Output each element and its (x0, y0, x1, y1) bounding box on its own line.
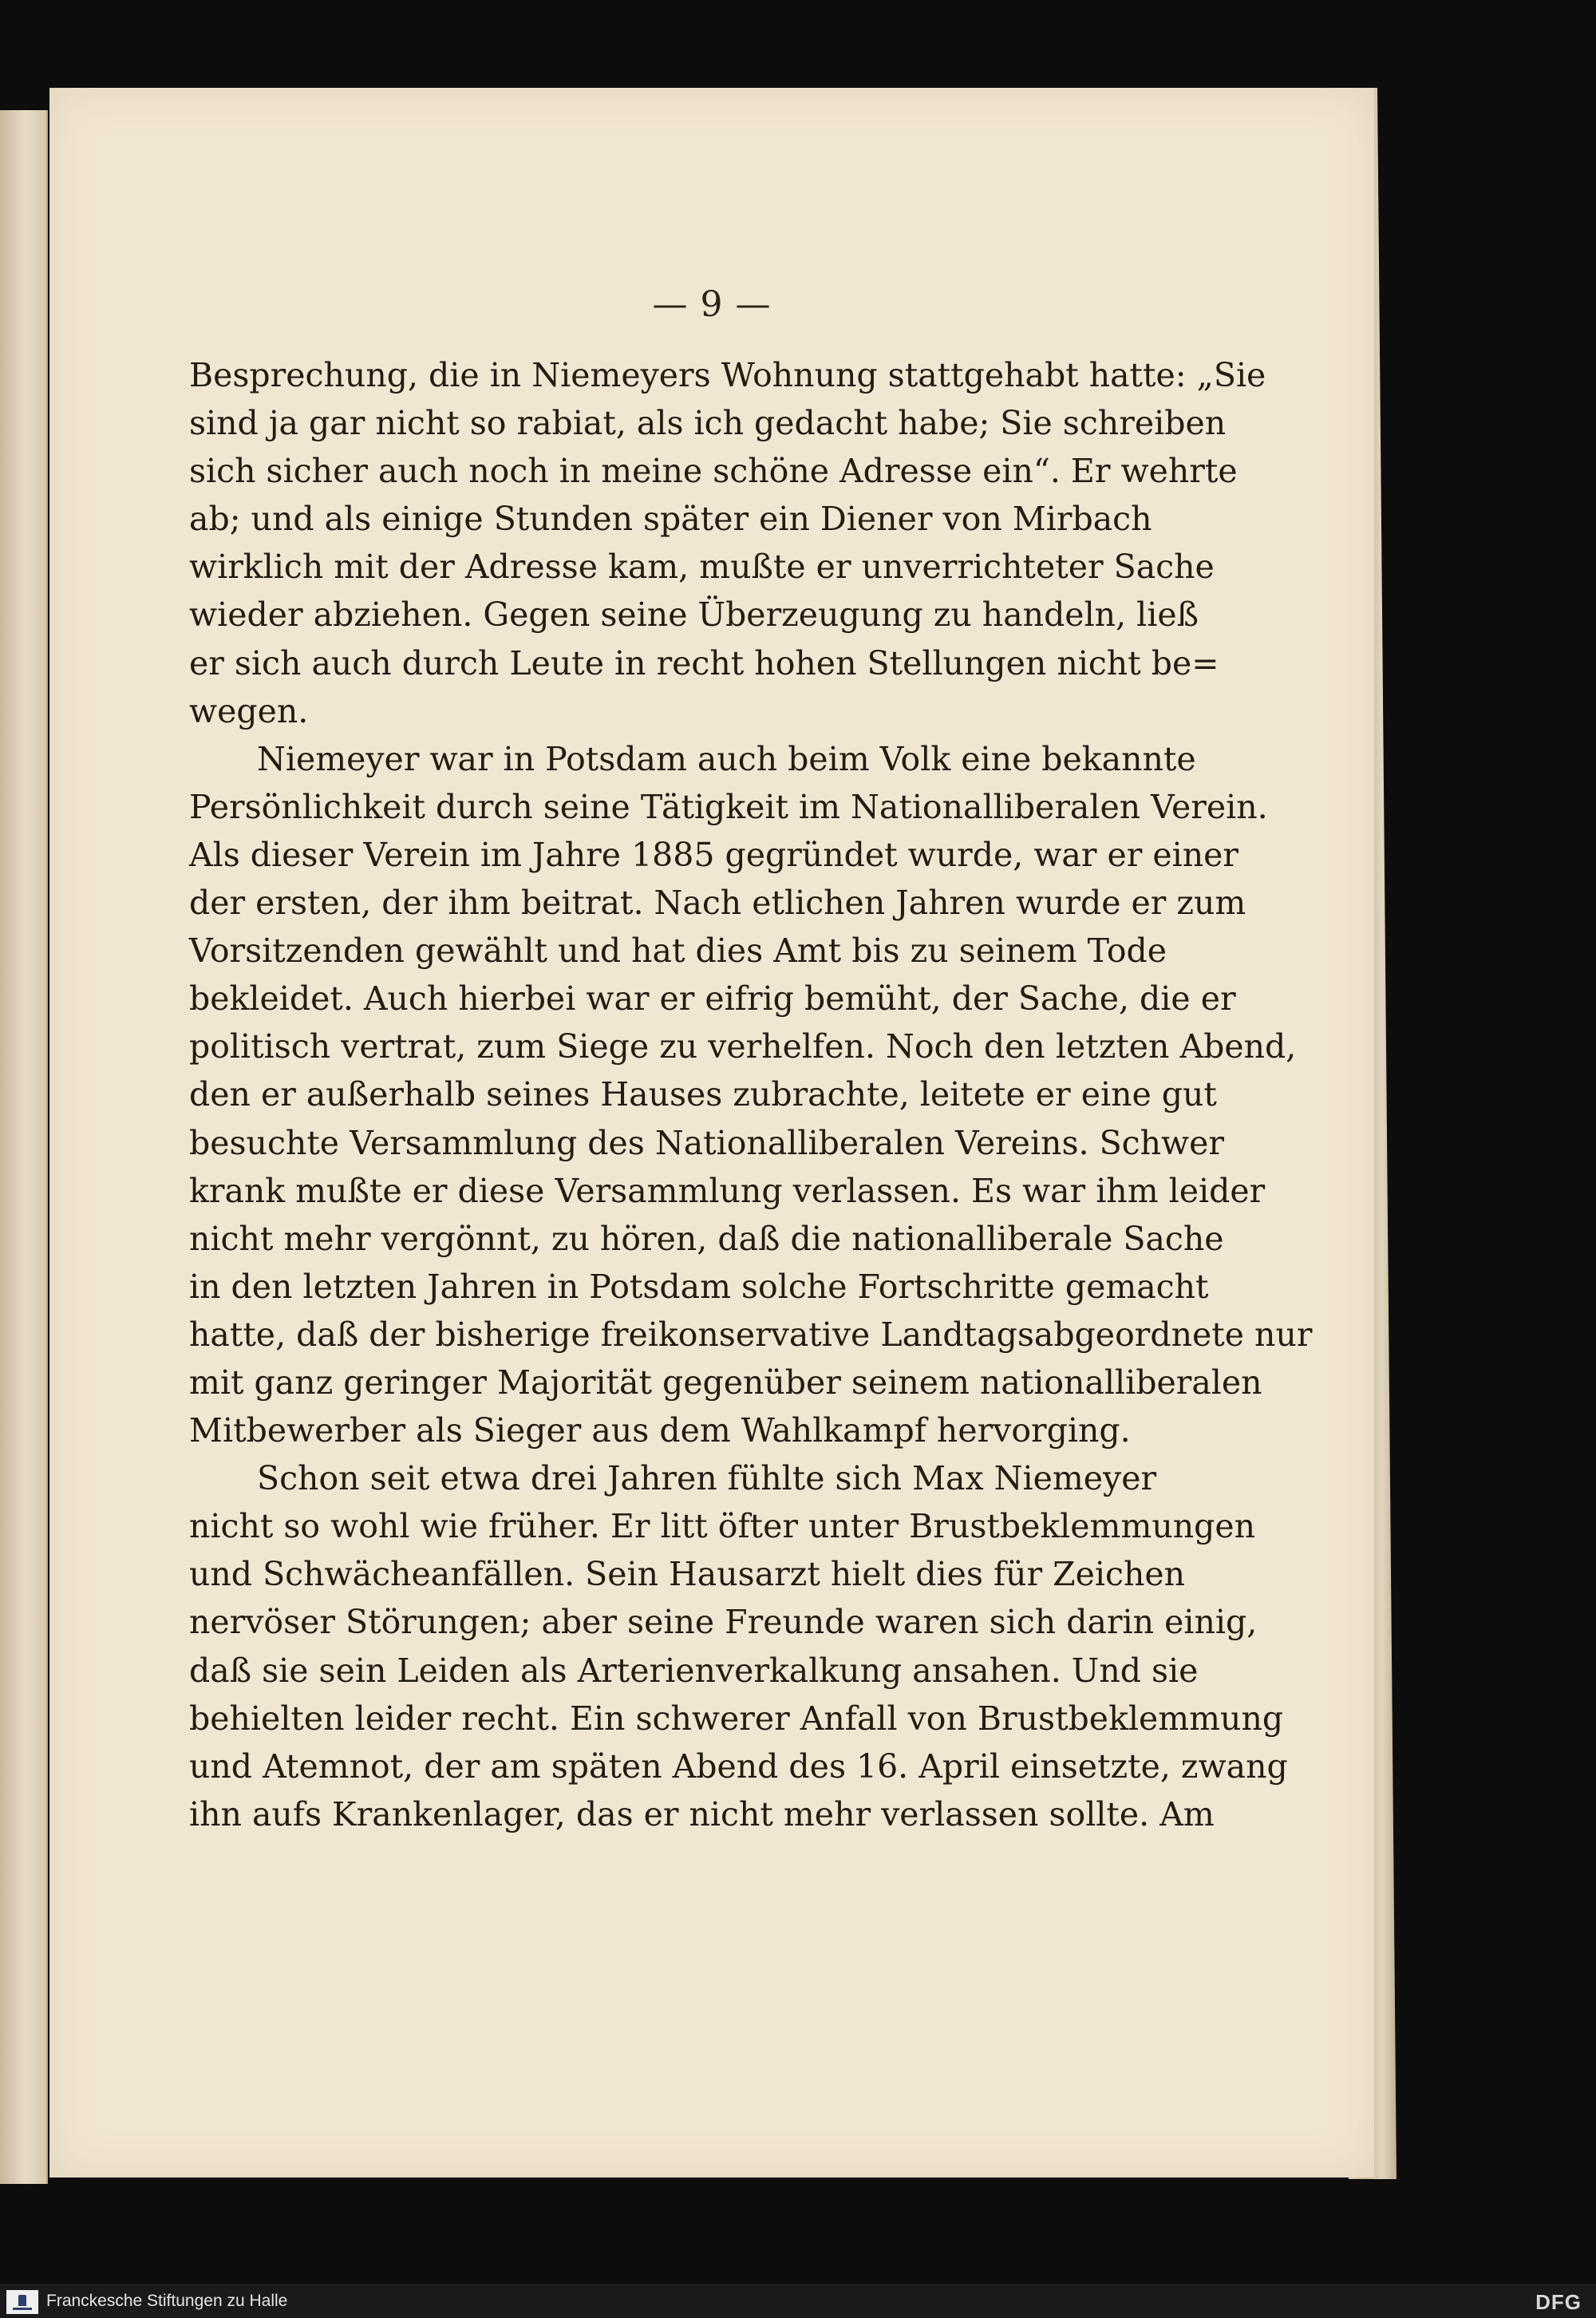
text-line: mit ganz geringer Majorität gegenüber seinem nationalliberalen (189, 1363, 1262, 1402)
text-line: Als dieser Verein im Jahre 1885 gegründet wurde, war er einer (189, 835, 1239, 874)
institution-name[interactable]: Franckesche Stiftungen zu Halle (46, 2292, 288, 2310)
text-line: wirklich mit der Adresse kam, mußte er unverrichteter Sache (189, 548, 1215, 587)
text-line: er sich auch durch Leute in recht hohen Stellungen nicht be= (189, 643, 1219, 682)
footer-bar (0, 2284, 1596, 2318)
text-line: nicht mehr vergönnt, zu hören, daß die nationalliberale Sache (189, 1219, 1224, 1258)
text-line: krank mußte er diese Versammlung verlassen. Es war ihm leider (189, 1171, 1266, 1210)
text-line: sind ja gar nicht so rabiat, als ich gedacht habe; Sie schreiben (189, 404, 1227, 443)
text-line: Persönlichkeit durch seine Tätigkeit im Nationalliberalen Verein. (189, 787, 1268, 826)
text-line: ihn aufs Krankenlager, das er nicht mehr verlassen sollte. Am (189, 1794, 1215, 1833)
text-line: Vorsitzenden gewählt und hat dies Amt bis zu seinem Tode (189, 932, 1167, 971)
text-line: der ersten, der ihm beitrat. Nach etlichen Jahren wurde er zum (189, 884, 1246, 923)
text-line: Schon seit etwa drei Jahren fühlte sich Max Niemeyer (257, 1459, 1157, 1498)
text-line: und Atemnot, der am späten Abend des 16. April einsetzte, zwang (189, 1746, 1288, 1786)
left-page-edge (0, 110, 48, 2184)
text-line: und Schwächeanfällen. Sein Hausarzt hielt dies für Zeichen (189, 1555, 1186, 1594)
text-line: Mitbewerber als Sieger aus dem Wahlkampf hervorging. (189, 1411, 1131, 1450)
text-line: behielten leider recht. Ein schwerer Anfall von Brustbeklemmung (189, 1699, 1284, 1738)
text-line: bekleidet. Auch hierbei war er eifrig bemüht, der Sache, die er (189, 979, 1236, 1019)
body-text (189, 351, 1313, 1838)
text-line: politisch vertrat, zum Siege zu verhelfen. Noch den letzten Abend, (189, 1027, 1297, 1066)
text-line: in den letzten Jahren in Potsdam solche Fortschritte gemacht (189, 1267, 1209, 1306)
text-line: nervöser Störungen; aber seine Freunde waren sich darin einig, (189, 1603, 1258, 1642)
text-line: den er außerhalb seines Hauses zubrachte, leitete er eine gut (189, 1075, 1217, 1114)
text-line: wieder abziehen. Gegen seine Überzeugung zu handeln, ließ (189, 595, 1199, 635)
text-line: daß sie sein Leiden als Arterienverkalkung ansahen. Und sie (189, 1651, 1199, 1690)
text-line: sich sicher auch noch in meine schöne Adresse ein“. Er wehrte (189, 452, 1238, 491)
text-line: wegen. (189, 691, 309, 730)
book-page (49, 88, 1374, 2178)
text-line: hatte, daß der bisherige freikonservative Landtagsabgeordnete nur (189, 1315, 1313, 1354)
text-line: Besprechung, die in Niemeyers Wohnung stattgehabt hatte: „Sie (189, 356, 1266, 394)
text-line: besuchte Versammlung des Nationalliberalen Vereins. Schwer (189, 1123, 1224, 1162)
text-line: Niemeyer war in Potsdam auch beim Volk eine bekannte (257, 739, 1196, 778)
dfg-logo[interactable]: DFG (1535, 2290, 1582, 2314)
text-line: nicht so wohl wie früher. Er litt öfter unter Brustbeklemmungen (189, 1507, 1256, 1546)
institution-logo-icon (6, 2290, 38, 2314)
page-number: — 9 — (652, 284, 772, 325)
text-line: ab; und als einige Stunden später ein Diener von Mirbach (189, 500, 1152, 539)
